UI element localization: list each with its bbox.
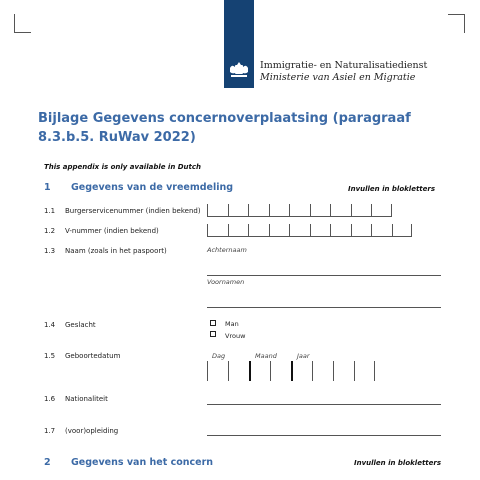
- gender-male-label: Man: [225, 320, 239, 328]
- question-number: 1.5: [44, 352, 56, 360]
- question-label-gender: Geslacht: [65, 321, 96, 329]
- section-1-title: Gegevens van de vreemdeling: [71, 182, 234, 193]
- birth-month-hint: Maand: [255, 352, 277, 360]
- question-label-name: Naam (zoals in het paspoort): [65, 247, 167, 255]
- ministry-name: Ministerie van Asiel en Migratie: [260, 72, 416, 83]
- firstnames-input[interactable]: [207, 307, 441, 308]
- question-label-birthdate: Geboortedatum: [65, 352, 121, 360]
- firstnames-hint: Voornamen: [207, 278, 245, 286]
- section-1-instruction: Invullen in blokletters: [348, 185, 436, 193]
- question-number: 1.3: [44, 247, 56, 255]
- question-number: 1.7: [44, 427, 56, 435]
- language-note: This appendix is only available in Dutch: [44, 163, 202, 171]
- bsn-input[interactable]: [207, 204, 392, 217]
- question-label-bsn: Burgerservicenummer (indien bekend): [65, 207, 201, 215]
- birth-year-hint: Jaar: [297, 352, 310, 360]
- gender-male-checkbox[interactable]: [210, 320, 216, 326]
- nationality-input[interactable]: [207, 404, 441, 405]
- question-number: 1.4: [44, 321, 56, 329]
- question-label-v-number: V-nummer (indien bekend): [65, 227, 159, 235]
- question-label-education: (voor)opleiding: [65, 427, 119, 435]
- birth-day-hint: Dag: [212, 352, 226, 360]
- question-number: 1.6: [44, 395, 56, 403]
- document-title: Bijlage Gegevens concernoverplaatsing (paragraaf 8.3.b.5. RuWav 2022): [38, 111, 411, 145]
- education-input[interactable]: [207, 435, 441, 436]
- birthdate-input[interactable]: [207, 361, 375, 381]
- v-number-input[interactable]: [207, 224, 412, 237]
- organisation-name: Immigratie- en Naturalisatiedienst: [260, 60, 428, 71]
- section-2-title: Gegevens van het concern: [71, 457, 214, 468]
- gender-female-checkbox[interactable]: [210, 331, 216, 337]
- section-2-instruction: Invullen in blokletters: [354, 459, 442, 467]
- coat-of-arms-icon: [228, 60, 250, 80]
- question-number: 1.1: [44, 207, 56, 215]
- section-1-number: 1: [44, 182, 51, 193]
- lastname-input[interactable]: [207, 275, 441, 276]
- crop-mark-top-left: [14, 14, 31, 33]
- question-label-nationality: Nationaliteit: [65, 395, 108, 403]
- lastname-hint: Achternaam: [207, 246, 247, 254]
- crop-mark-top-right: [448, 14, 465, 33]
- gender-female-label: Vrouw: [225, 332, 246, 340]
- question-number: 1.2: [44, 227, 56, 235]
- section-2-number: 2: [44, 457, 51, 468]
